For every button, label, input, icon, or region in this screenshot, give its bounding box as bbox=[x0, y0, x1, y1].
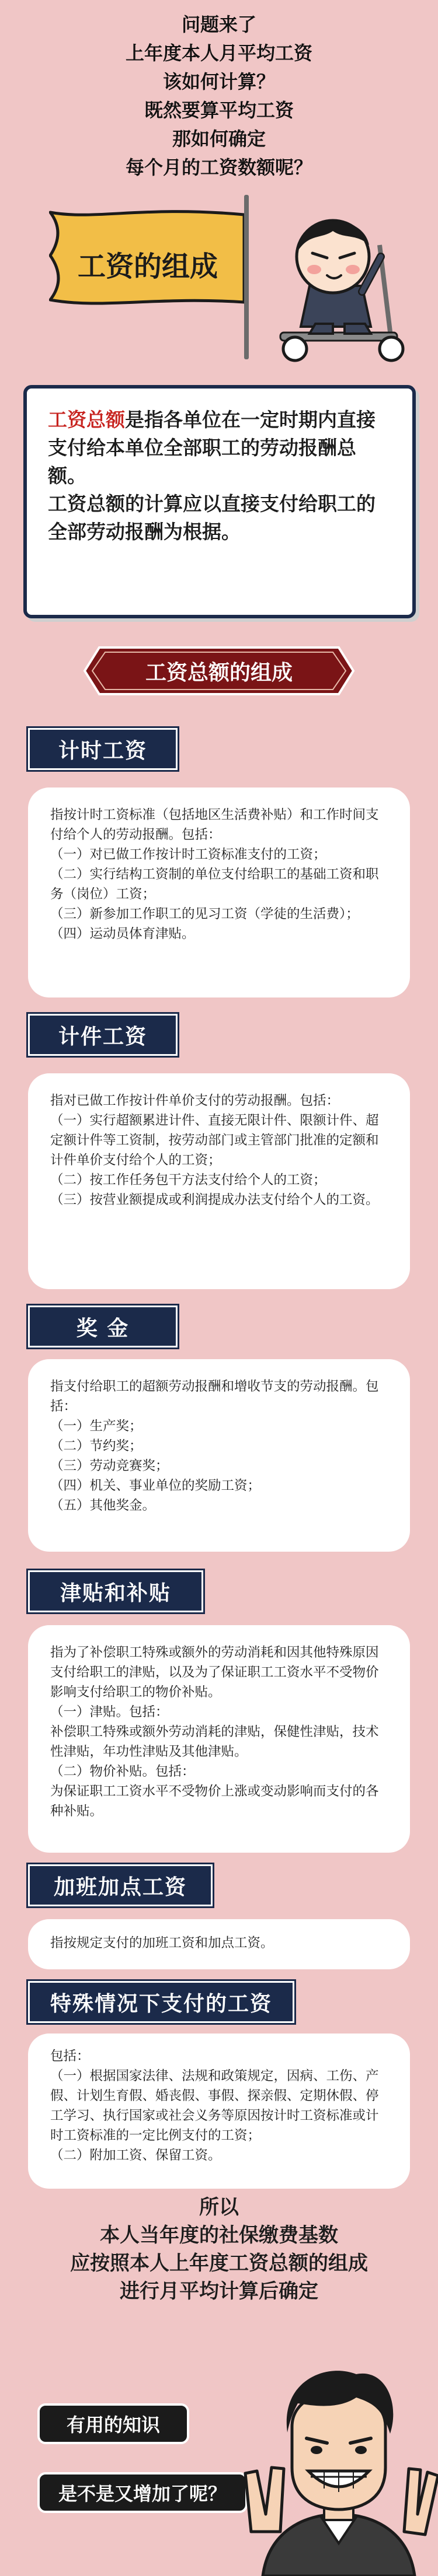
intro-questions bbox=[0, 10, 438, 182]
definition-paragraph-1 bbox=[48, 406, 391, 490]
card-line: 指按规定支付的加班工资和加点工资。 bbox=[50, 1936, 274, 1951]
card-line: 补偿职工特殊或额外劳动消耗的津贴，保健性津贴，技术性津贴，年功性津贴及其他津贴。 bbox=[50, 1724, 379, 1759]
intro-line: 上年度本人月平均工资 bbox=[125, 42, 312, 64]
conclusion-line: 进行月平均计算后确定 bbox=[120, 2280, 318, 2303]
card-line: （一）生产奖； bbox=[50, 1419, 142, 1434]
definition-text: 是指各单位在一定时期内直接支付给本单位全部职工的劳动报酬总额。 bbox=[48, 408, 376, 487]
footer-box-knowledge: 有用的知识 bbox=[37, 2403, 189, 2444]
card-line: （二）实行结构工资制的单位支付给职工的基础工资和职务（岗位）工资； bbox=[50, 867, 379, 902]
card-line: 指为了补偿职工特殊或额外的劳动消耗和因其他特殊原因支付给职工的津贴，以及为了保证职工工资水平不受物价影响支付给职工的物价补贴。 bbox=[50, 1645, 379, 1700]
section-title-time-wage: 计时工资 bbox=[28, 728, 178, 770]
card-line: （三）新参加工作职工的见习工资（学徒的生活费）； bbox=[50, 907, 359, 922]
definition-box bbox=[23, 385, 416, 618]
conclusion-line: 应按照本人上年度工资总额的组成 bbox=[70, 2252, 368, 2275]
card-line: 为保证职工工资水平不受物价上涨或变动影响而支付的各种补贴。 bbox=[50, 1784, 379, 1819]
section-title-special-wage: 特殊情况下支付的工资 bbox=[28, 1981, 294, 2023]
intro-line: 既然要算平均工资 bbox=[144, 99, 294, 121]
card-line: （二）按工作任务包干方法支付给个人的工资； bbox=[50, 1172, 326, 1188]
section-title-piece-wage: 计件工资 bbox=[28, 1014, 178, 1056]
section-card-bonus bbox=[28, 1359, 410, 1552]
section-card-overtime bbox=[28, 1919, 410, 1969]
section-title-overtime: 加班加点工资 bbox=[28, 1864, 213, 1906]
section-card-time-wage bbox=[28, 788, 410, 998]
conclusion bbox=[0, 2193, 438, 2305]
card-line: 包括： bbox=[50, 2049, 90, 2064]
footer-box-question: 是不是又增加了呢？ bbox=[37, 2472, 248, 2513]
card-line: （三）按营业额提成或利润提成办法支付给个人的工资。 bbox=[50, 1192, 379, 1208]
intro-line: 问题来了 bbox=[181, 13, 256, 36]
definition-term: 工资总额 bbox=[48, 408, 125, 431]
card-line: （五）其他奖金。 bbox=[50, 1498, 156, 1513]
main-banner bbox=[82, 642, 356, 700]
section-card-allowance bbox=[28, 1625, 410, 1853]
section-title-allowance: 津贴和补贴 bbox=[28, 1570, 203, 1612]
grinning-man-icon bbox=[239, 2357, 438, 2576]
card-line: （一）对已做工作按计时工资标准支付的工资； bbox=[50, 847, 326, 862]
card-line: （三）劳动竞赛奖； bbox=[50, 1458, 169, 1474]
card-line: 指按计时工资标准（包括地区生活费补贴）和工作时间支付给个人的劳动报酬。包括： bbox=[50, 807, 379, 842]
card-line: （二）附加工资、保留工资。 bbox=[50, 2148, 221, 2163]
section-card-piece-wage bbox=[28, 1073, 410, 1289]
card-line: （一）根据国家法律、法规和政策规定，因病、工伤、产假、计划生育假、婚丧假、事假、探亲假、定期休假、停工学习、执行国家或社会义务等原因按计时工资标准或计时工资标准的一定比例支付的工资； bbox=[50, 2068, 379, 2143]
hero-title: 工资的组成 bbox=[77, 250, 218, 283]
intro-line: 每个月的工资数额呢？ bbox=[125, 156, 312, 178]
intro-line: 那如何确定 bbox=[172, 128, 266, 150]
card-line: （一）津贴。包括： bbox=[50, 1704, 169, 1720]
conclusion-line: 本人当年度的社保缴费基数 bbox=[100, 2224, 338, 2247]
card-line: （四）机关、事业单位的奖励工资； bbox=[50, 1478, 261, 1493]
card-line: （四）运动员体育津贴。 bbox=[50, 926, 195, 942]
card-line: （二）节约奖； bbox=[50, 1438, 142, 1454]
definition-paragraph-2: 工资总额的计算应以直接支付给职工的全部劳动报酬为根据。 bbox=[48, 492, 376, 543]
conclusion-line: 所以 bbox=[199, 2196, 239, 2219]
section-card-special-wage bbox=[28, 2034, 410, 2189]
section-title-bonus: 奖 金 bbox=[28, 1306, 178, 1348]
main-banner-label: 工资总额的组成 bbox=[145, 660, 293, 685]
intro-line: 该如何计算？ bbox=[162, 71, 275, 93]
card-line: 指支付给职工的超额劳动报酬和增收节支的劳动报酬。包括： bbox=[50, 1379, 379, 1414]
card-line: （二）物价补贴。包括： bbox=[50, 1764, 195, 1779]
hero bbox=[0, 192, 438, 368]
scooter-kid-icon bbox=[245, 192, 420, 368]
card-line: 指对已做工作按计件单价支付的劳动报酬。包括： bbox=[50, 1093, 340, 1108]
card-line: （一）实行超额累进计件、直接无限计件、限额计件、超定额计件等工资制，按劳动部门或主管部门批准的定额和计件单价支付给个人的工资； bbox=[50, 1113, 379, 1168]
